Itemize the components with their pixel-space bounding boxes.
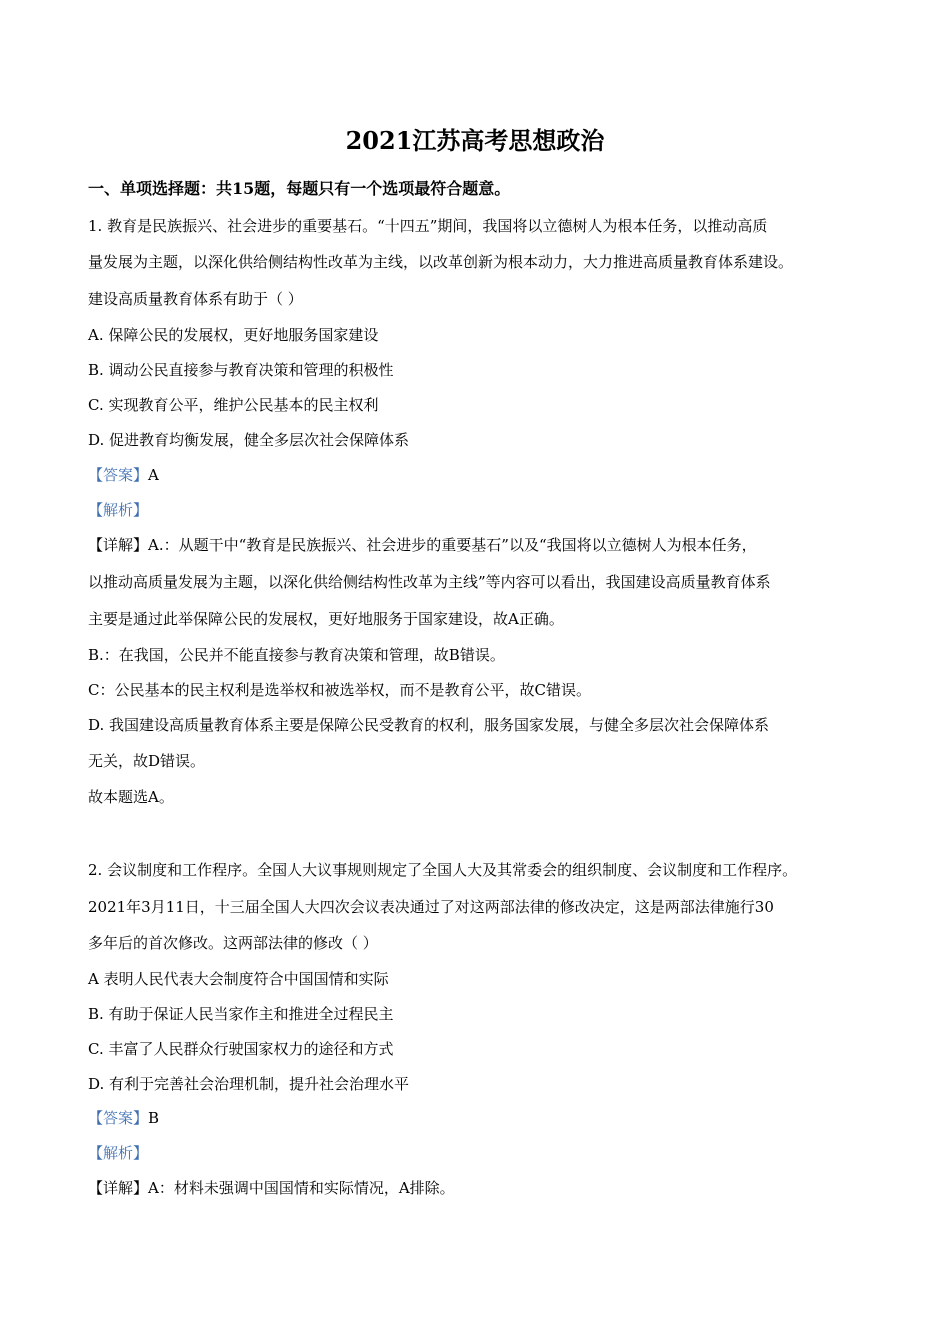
q2-stem-line: 多年后的首次修改。这两部法律的修改（ ） [88, 934, 378, 952]
q1-option-d: D. 促进教育均衡发展，健全多层次社会保障体系 [88, 431, 410, 449]
q1-explanation-line: 无关，故D错误。 [88, 752, 206, 770]
q1-explanation-line [88, 533, 757, 557]
q1-explanation-line: B.：在我国，公民并不能直接参与教育决策和管理，故B错误。 [88, 646, 505, 664]
q1-explanation-line: D. 我国建设高质量教育体系主要是保障公民受教育的权利，服务国家发展，与健全多层次社会保障体系 [88, 716, 770, 734]
page-title: 2021江苏高考思想政治 [345, 126, 605, 155]
q1-stem-line: 量发展为主题，以深化供给侧结构性改革为主线，以改革创新为根本动力，大力推进高质量教育体系建设。 [88, 253, 794, 271]
answer-value: B [148, 1109, 160, 1127]
q1-stem-line: 1. 教育是民族振兴、社会进步的重要基石。“十四五”期间，我国将以立德树人为根本任务，以推动高质 [88, 217, 768, 235]
answer-value: A [148, 466, 159, 484]
q2-option-b: B. 有助于保证人民当家作主和推进全过程民主 [88, 1005, 394, 1023]
q2-option-d: D. 有利于完善社会治理机制，提升社会治理水平 [88, 1075, 410, 1093]
q2-stem-line: 2. 会议制度和工作程序。全国人大议事规则规定了全国人大及其常委会的组织制度、会议制度和工作程序。 [88, 861, 798, 879]
q1-explanation-line: 主要是通过此举保障公民的发展权，更好地服务于国家建设，故A正确。 [88, 610, 564, 628]
explanation-text: A.：从题干中“教育是民族振兴、社会进步的重要基石”以及“我国将以立德树人为根本任务， [148, 536, 757, 554]
analysis-tag: 【解析】 [88, 501, 149, 519]
q1-option-b: B. 调动公民直接参与教育决策和管理的积极性 [88, 361, 394, 379]
section-heading: 一、单项选择题：共15题，每题只有一个选项最符合题意。 [88, 179, 511, 198]
detail-tag: 【详解】 [88, 536, 149, 554]
explanation-text: A：材料未强调中国国情和实际情况，A排除。 [148, 1179, 455, 1197]
q2-explanation-line [88, 1176, 455, 1200]
q1-conclusion: 故本题选A。 [88, 788, 174, 806]
q1-option-c: C. 实现教育公平，维护公民基本的民主权利 [88, 396, 379, 414]
q2-option-a: A 表明人民代表大会制度符合中国国情和实际 [88, 970, 389, 988]
q2-answer [88, 1106, 159, 1130]
detail-tag: 【详解】 [88, 1179, 149, 1197]
analysis-tag: 【解析】 [88, 1144, 149, 1162]
q2-stem-line: 2021年3月11日，十三届全国人大四次会议表决通过了对这两部法律的修改决定，这是两部法律施行30 [88, 898, 774, 916]
q1-analysis [88, 498, 148, 522]
answer-tag: 【答案】 [88, 466, 149, 484]
q1-option-a: A. 保障公民的发展权，更好地服务国家建设 [88, 326, 379, 344]
q2-option-c: C. 丰富了人民群众行驶国家权力的途径和方式 [88, 1040, 394, 1058]
q1-explanation-line: C：公民基本的民主权利是选举权和被选举权，而不是教育公平，故C错误。 [88, 681, 591, 699]
q1-stem-line: 建设高质量教育体系有助于（ ） [88, 290, 303, 308]
q2-analysis [88, 1141, 148, 1165]
answer-tag: 【答案】 [88, 1109, 149, 1127]
q1-explanation-line: 以推动高质量发展为主题，以深化供给侧结构性改革为主线”等内容可以看出，我国建设高质量教育体系 [88, 573, 771, 591]
q1-answer [88, 463, 159, 487]
